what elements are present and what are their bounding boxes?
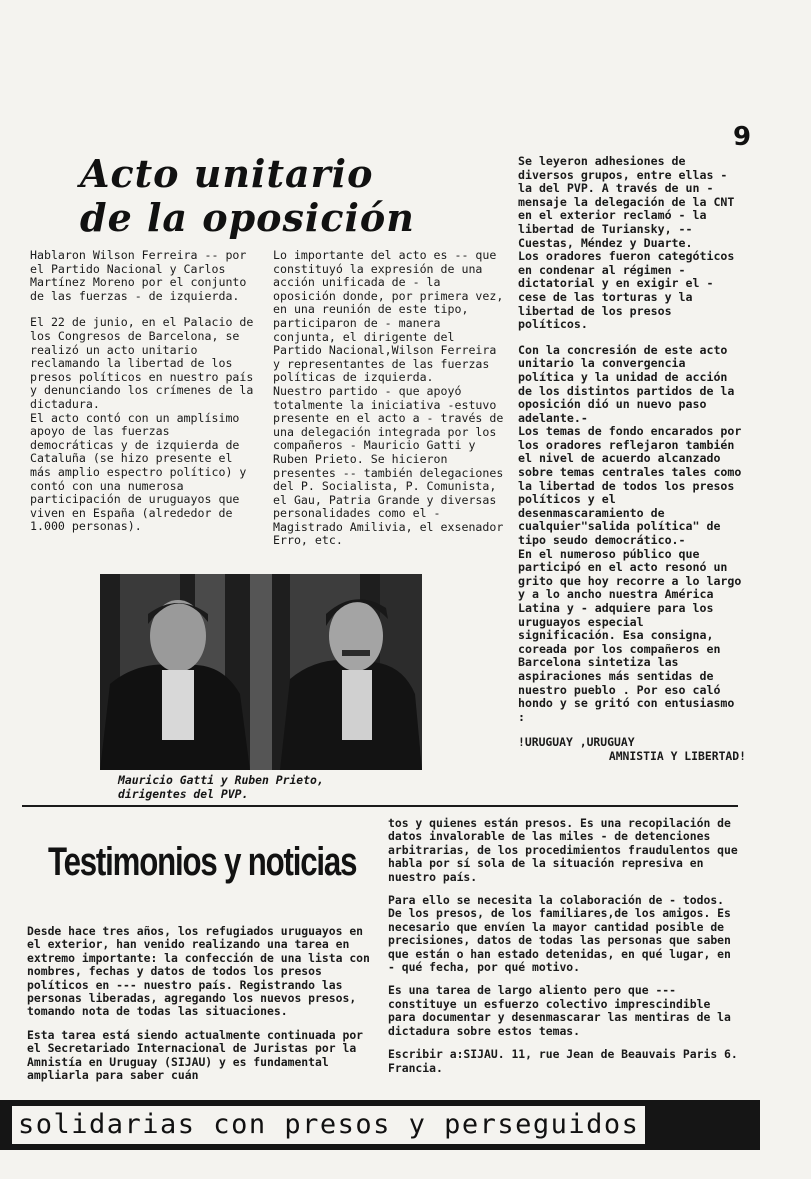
- paragraph: Se leyeron adhesiones de diversos grupos, entre ellas - la del PVP. A través de un - mensaje la delegación de la CNT en el exterior reclamó - la libertad de Turiansky, -- Cuestas, Méndez y Duarte.: [518, 154, 735, 250]
- paragraph: Con la concresión de este acto unitario la convergencia política y la unidad de acción de los distintos partidos de la oposición dió un nuevo paso adelante.-: [518, 342, 735, 425]
- paragraph: Los oradores fueron categóticos en condenar al régimen - dictatorial y en exigir el - cese de las torturas y la libertad de los presos políticos.: [518, 249, 735, 332]
- paragraph: En el numeroso público que participó en el acto resonó un grito que hoy recorre a lo largo y a lo ancho nuestra América Latina y - adquiere para los uruguayos especial significación. Esa consigna, coreada por los compañeros en Barcelona sintetiza las aspiraciones más sentidas de nuestro pueblo . Por eso caló hondo y se gritó con entusiasmo :: [518, 546, 742, 724]
- paragraph: El 22 de junio, en el Palacio de los Congresos de Barcelona, se realizó un acto unitario reclamando la libertad de los presos políticos en nuestro país y denunciando los crímenes de la dictadura.: [30, 315, 254, 411]
- paragraph: Nuestro partido - que apoyó totalmente la iniciativa -estuvo presente en el acto a - través de una delegación integrada por los compañeros - Mauricio Gatti y Ruben Prieto. Se hicieron presentes -- también delegaciones del P. Socialista, P. Comunista, el Gau, Patria Grande y diversas personalidades como el - Magistrado Amilivia, el exsenador Erro, etc.: [273, 383, 504, 548]
- photo-two-men: [100, 574, 422, 770]
- paragraph: Desde hace tres años, los refugiados uruguayos en el exterior, han venido realizando una tarea en extremo importante: la confección de una lista con nombres, fechas y datos de todos los presos políticos en --- nuestro país. Registrando las personas liberadas, agregando los nuevos presos, tomando nota de todas las situaciones.: [27, 924, 370, 1019]
- slogan-line-1: !URUGUAY ,URUGUAY: [518, 735, 635, 750]
- photo-illustration: [100, 574, 422, 770]
- caption-line-1: Mauricio Gatti y Ruben Prieto,: [118, 773, 324, 787]
- article-column-2: [273, 249, 508, 548]
- paragraph: Es una tarea de largo aliento pero que --- constituye un esfuerzo colectivo imprescindible para documentar y desenmascarar las mentiras de la dictadura sobre estos temas.: [388, 983, 731, 1038]
- section-divider: [22, 805, 738, 807]
- news-column-1: [27, 925, 375, 1092]
- paragraph: Para ello se necesita la colaboración de - todos. De los presos, de los familiares,de los amigos. Es necesario que envíen la mayor cantidad posible de precisiones, datos de todas las personas que saben que están o han estado detenidas, en qué lugar, en - qué fecha, por qué motivo.: [388, 893, 731, 975]
- paragraph: Lo importante del acto es -- que constituyó la expresión de una acción unificada de - la oposición donde, por primera vez, en una reunión de este tipo, participaron de - manera conjunta, el dirigente del Partido Nacional,Wilson Ferreira y representantes de las fuerzas políticas de izquierda.: [273, 248, 504, 385]
- article-headline: [80, 152, 490, 240]
- headline-line-1: Acto unitario: [80, 151, 374, 196]
- bottom-banner: [0, 1100, 760, 1150]
- news-section-title: Testimonios y noticias: [48, 840, 357, 884]
- paragraph: Hablaron Wilson Ferreira -- por el Partido Nacional y Carlos Martínez Moreno por el conjunto de las fuerzas - de izquierda.: [30, 248, 247, 303]
- paragraph: El acto contó con un amplísimo apoyo de las fuerzas democráticas y de izquierda de Cataluña (se hizo presente el más amplio espectro político) y contó con una numerosa participación de uruguayos que viven en España (alrededor de 1.000 personas).: [30, 410, 247, 534]
- article-column-3: [518, 155, 746, 764]
- banner-text: solidarias con presos y perseguidos: [12, 1106, 645, 1144]
- paragraph: Los temas de fondo encarados por los oradores reflejaron también el nivel de acuerdo alcanzado sobre temas centrales tales como la libertad de todos los presos políticos y el desenmascaramiento de cualquier"salida política" de tipo seudo democrático.-: [518, 424, 742, 548]
- headline-line-2: de la oposición: [80, 195, 415, 240]
- paragraph: tos y quienes están presos. Es una recopilación de datos invalorable de las miles - de detenciones arbitrarias, de los procedimientos fraudulentos que habla por sí sola de la situación represiva en nuestro país.: [388, 816, 738, 884]
- article-column-1: [30, 249, 255, 534]
- paragraph: Escribir a:SIJAU. 11, rue Jean de Beauvais Paris 6. Francia.: [388, 1047, 738, 1075]
- slogan: [518, 736, 746, 763]
- news-column-2: [388, 817, 740, 1085]
- caption-line-2: dirigentes del PVP.: [118, 787, 249, 801]
- slogan-line-2: AMNISTIA Y LIBERTAD!: [608, 748, 746, 763]
- page-number: 9: [733, 122, 752, 152]
- photo-caption: [118, 773, 398, 801]
- paragraph: Esta tarea está siendo actualmente continuada por el Secretariado Internacional de Juristas por la Amnistía en Uruguay (SIJAU) y es fundamental ampliarla para saber cuán: [27, 1027, 364, 1083]
